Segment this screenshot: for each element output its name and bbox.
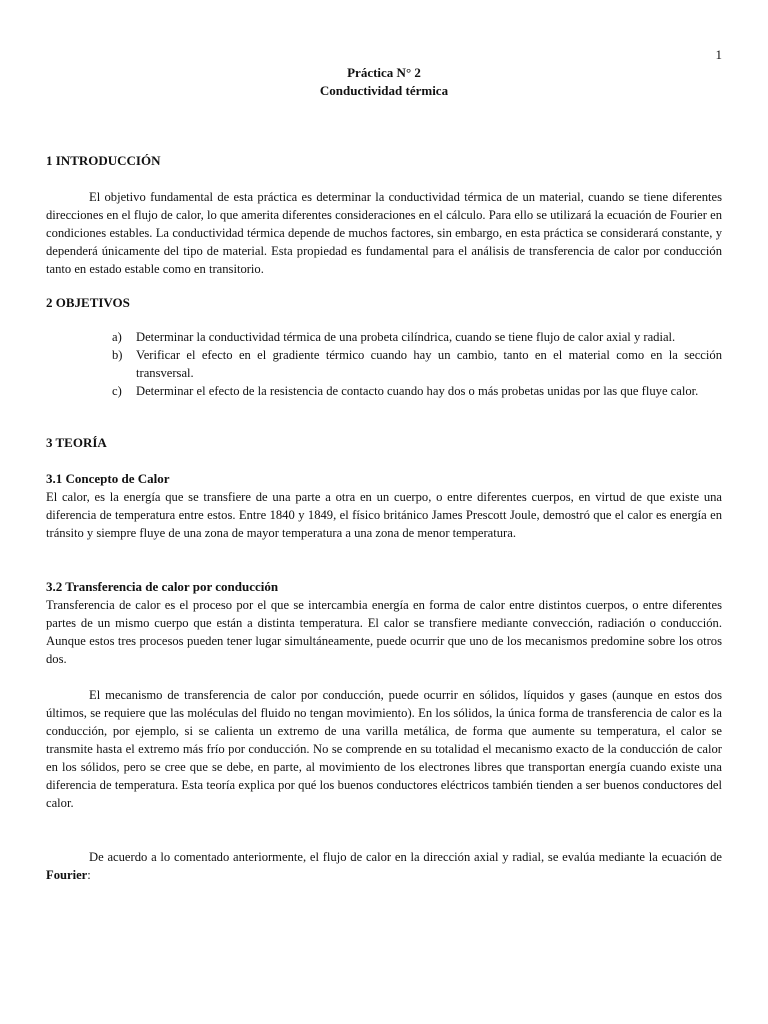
fourier-term: Fourier (46, 868, 88, 882)
subsection-heading-conduccion: 3.2 Transferencia de calor por conducción (46, 579, 279, 594)
intro-paragraph: El objetivo fundamental de esta práctica es determinar la conductividad térmica de un material, cuando se tiene diferentes direcciones en el flujo de calor, lo que amerita diferentes consideraciones en el cálculo. Para ello se utilizará la ecuación de Fourier en condiciones estables. La conductividad térmica depende de muchos factores, sin embargo, en esta práctica se considerará constante, y dependerá únicamente del tipo de material. Esta propiedad es fundamental para el análisis de transferencia de calor por conducción tanto en estado estable como en transitorio. (46, 190, 722, 276)
objectives-list (46, 328, 722, 400)
objective-item (112, 382, 722, 400)
document-subtitle: Conductividad térmica (319, 83, 449, 98)
objective-text: Determinar la conductividad térmica de una probeta cilíndrica, cuando se tiene flujo de calor axial y radial. (136, 330, 676, 344)
document-title: Práctica N° 2 (347, 65, 421, 80)
conduccion-paragraph-3 (46, 848, 722, 884)
page-number: 1 (715, 47, 722, 62)
section-heading-intro: 1 INTRODUCCIÓN (46, 153, 161, 168)
section-heading-theory: 3 TEORÍA (46, 435, 107, 450)
conduccion-paragraph-2: El mecanismo de transferencia de calor por conducción, puede ocurrir en sólidos, líquidos y gases (aunque en estos dos últimos, se requiere que las moléculas del fluido no tengan movimiento). En los sólidos, la única forma de transferencia de calor es la conducción, por ejemplo, si se calienta un extremo de una varilla metálica, de forma que aumente su temperatura, el calor se transmite hasta el extremo más frío por conducción. No se comprende en su totalidad el mecanismo exacto de la conducción de calor en los sólidos, pero se cree que se debe, en parte, al movimiento de los electrones libres que transportan energía cuando existe una diferencia de temperatura. Esta teoría explica por qué los buenos conductores eléctricos también tienden a ser buenos conductores del calor. (46, 688, 722, 810)
fourier-colon: : (87, 868, 91, 882)
fourier-intro-text: De acuerdo a lo comentado anteriormente, el flujo de calor en la dirección axial y radial, se evalúa mediante la ecuación de (89, 850, 722, 864)
objective-marker: c) (112, 384, 122, 398)
subsection-heading-calor: 3.1 Concepto de Calor (46, 471, 170, 486)
calor-paragraph: El calor, es la energía que se transfiere de una parte a otra en un cuerpo, o entre diferentes cuerpos, en virtud de que existe una diferencia de temperatura entre estos. Entre 1840 y 1849, el físico británico James Prescott Joule, demostró que el calor es energía en tránsito y siempre fluye de una zona de mayor temperatura a una zona de menor temperatura. (46, 490, 722, 540)
objective-text: Determinar el efecto de la resistencia de contacto cuando hay dos o más probetas unidas por las que fluye calor. (136, 384, 699, 398)
section-heading-objectives: 2 OBJETIVOS (46, 295, 130, 310)
objective-text: Verificar el efecto en el gradiente térmico cuando hay un cambio, tanto en el material como en la sección transversal. (136, 348, 722, 380)
objective-item (112, 328, 722, 346)
document-body (46, 152, 722, 884)
objective-marker: a) (112, 330, 122, 344)
objective-item (112, 346, 722, 382)
title-block (0, 64, 768, 100)
objective-marker: b) (112, 348, 123, 362)
conduccion-paragraph-1: Transferencia de calor es el proceso por el que se intercambia energía en forma de calor entre distintos cuerpos, o entre diferentes partes de un mismo cuerpo que están a distinta temperatura. El calor se transfiere mediante convección, radiación o conducción. Aunque estos tres procesos pueden tener lugar simultáneamente, puede ocurrir que uno de los mecanismos predomine sobre los otros dos. (46, 598, 722, 666)
